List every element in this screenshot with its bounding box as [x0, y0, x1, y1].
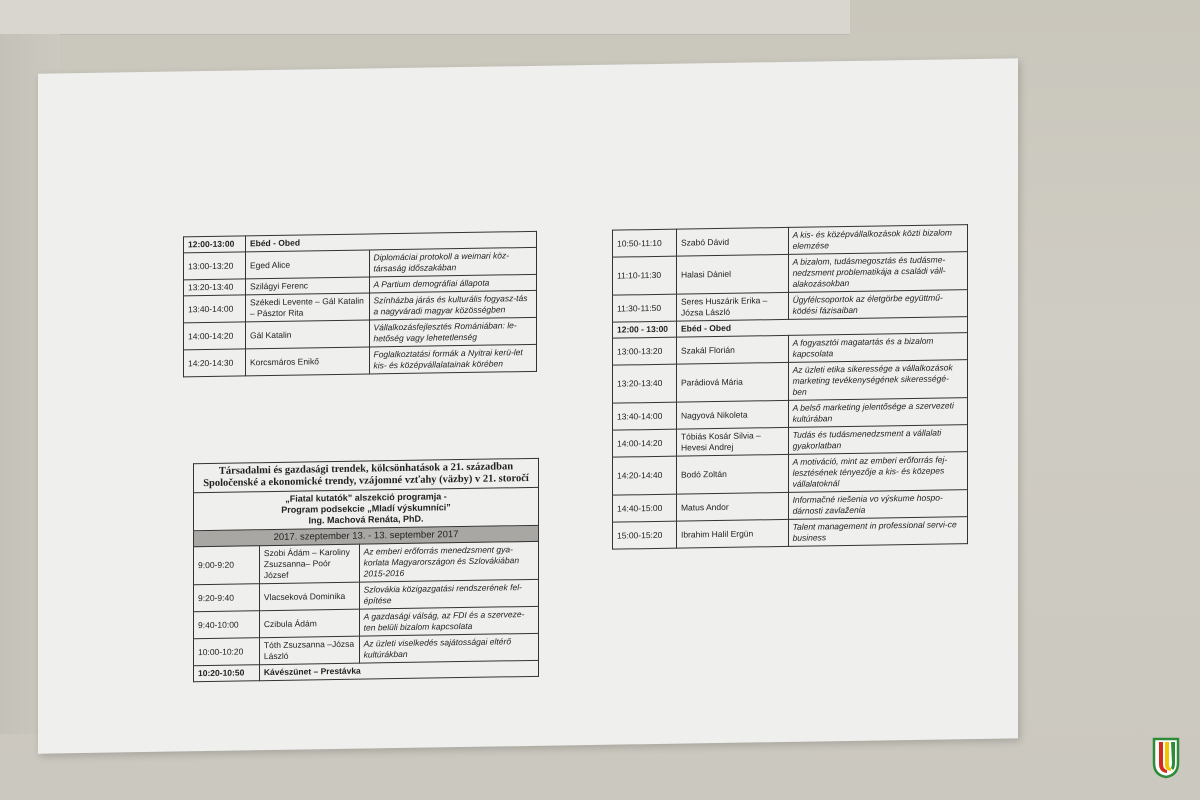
topic-cell: A gazdasági válság, az FDI és a szerveze-ten belüli bizalom kapcsolata: [359, 606, 538, 636]
speaker-cell: Kávészünet – Prestávka: [259, 660, 538, 680]
subsection-line-sk: Program podsekcie „Mladí výskumníci”: [281, 502, 451, 515]
topic-cell: Szlovákia közigazgatási rendszerének fel-építése: [359, 579, 538, 609]
program-sheet: [38, 58, 1018, 753]
subsection-line-hu: „Fiatal kutatók” alszekció programja -: [285, 491, 447, 504]
topic-cell: Ügyfélcsoportok az életgörbe együttmű-ködési fázisaiban: [788, 290, 967, 320]
speaker-cell: Eged Alice: [245, 250, 369, 279]
wall-poster-edge: [0, 0, 850, 35]
topic-cell: A Partium demográfiai állapota: [369, 274, 537, 293]
time-cell: 13:40-14:00: [613, 402, 677, 430]
topic-cell: A belső marketing jelentősége a szervezeti kultúrában: [788, 398, 967, 428]
topic-cell: Az üzleti viselkedés sajátosságai eltérő kultúrákban: [359, 633, 538, 663]
speaker-cell: Nagyová Nikoleta: [676, 400, 788, 429]
speaker-cell: Székedi Levente – Gál Katalin – Pásztor Rita: [245, 293, 369, 322]
speaker-cell: Matus Andor: [676, 492, 788, 521]
time-cell: 10:00-10:20: [194, 638, 260, 666]
topic-cell: Tudás és tudásmenedzsment a vállalati gyakorlatban: [788, 425, 967, 455]
table-title: Társadalmi és gazdasági trendek, kölcsönhatások a 21. században Spoločenské a ekonomické trendy, vzájomné vzťahy (väzby) v 21. storočí: [194, 458, 539, 492]
topic-cell: Talent management in professional servi-ce business: [788, 517, 967, 547]
table-row: [613, 252, 968, 296]
afternoon-schedule-table: [183, 231, 537, 378]
table-row: [184, 344, 537, 377]
topic-cell: Diplomáciai protokoll a weimari köz-társaság időszakában: [369, 247, 537, 277]
speaker-cell: Vlacseková Dominika: [259, 582, 359, 611]
topic-cell: A motiváció, mint az emberi erőforrás fej-lesztésének tényezője a kis- és közepes vállalatoknál: [788, 452, 967, 493]
time-cell: 13:00-13:20: [184, 252, 246, 280]
time-cell: 14:40-15:00: [613, 494, 677, 522]
time-cell: 14:20-14:30: [184, 349, 246, 377]
speaker-cell: Tóbiás Kosár Silvia – Hevesi Andrej: [676, 427, 788, 456]
topic-cell: Az emberi erőforrás menedzsment gya-korlata Magyarországon és Szlovákiában 2015-2016: [359, 541, 538, 582]
table-row: [613, 517, 968, 550]
continued-schedule-table: [612, 224, 968, 550]
session-date: 2017. szeptember 13. - 13. september 2017: [194, 525, 539, 546]
speaker-cell: Ibrahim Halil Ergün: [676, 519, 788, 548]
table-row: [194, 541, 539, 584]
time-cell: 10:20-10:50: [194, 665, 260, 682]
table-row: [613, 360, 968, 404]
chair-name: Ing. Machová Renáta, PhD.: [308, 513, 424, 526]
table-row: [613, 452, 968, 496]
speaker-cell: Czibula Ádám: [259, 609, 359, 638]
speaker-cell: Ebéd - Obed: [245, 231, 536, 252]
speaker-cell: Szabó Dávid: [676, 227, 788, 256]
topic-cell: A bizalom, tudásmegosztás és tudásme-nedzsment problematikája a családi váll-alakozásokban: [788, 252, 967, 293]
subsection-schedule-table: [193, 458, 539, 682]
speaker-cell: Szakál Florián: [676, 335, 788, 364]
time-cell: 13:40-14:00: [184, 295, 246, 323]
speaker-cell: Halasi Dániel: [676, 254, 788, 294]
time-cell: 9:40-10:00: [194, 611, 260, 639]
topic-cell: Színházba járás és kulturális fogyasz-tás a nagyváradi magyar közösségben: [369, 290, 537, 320]
time-cell: 11:10-11:30: [613, 256, 677, 295]
time-cell: 10:50-11:10: [613, 229, 677, 257]
time-cell: 13:00-13:20: [613, 337, 677, 365]
topic-cell: Az üzleti etika sikeressége a vállalkozások marketing tevékenységének sikerességé-ben: [788, 360, 967, 401]
time-cell: 9:00-9:20: [194, 546, 260, 585]
topic-cell: Foglalkoztatási formák a Nyitrai kerü-let kis- és középvállalatainak körében: [369, 344, 537, 374]
speaker-cell: Gál Katalin: [245, 320, 369, 349]
speaker-cell: Seres Huszárik Erika – Józsa László: [676, 292, 788, 321]
speaker-cell: Bodó Zoltán: [676, 454, 788, 494]
time-cell: 14:00-14:20: [184, 322, 246, 350]
topic-cell: Informačné riešenia vo výskume hospo-dárnosti zavlaženia: [788, 490, 967, 520]
speaker-cell: Szilágyi Ferenc: [245, 277, 369, 295]
time-cell: 14:00-14:20: [613, 429, 677, 457]
subsection-heading: [194, 487, 539, 530]
speaker-cell: Ebéd - Obed: [676, 317, 967, 338]
time-cell: 12:00-13:00: [184, 236, 246, 253]
speaker-cell: Tóth Zsuzsanna –Józsa László: [259, 636, 359, 665]
speaker-cell: Korcsmáros Enikő: [245, 347, 369, 376]
time-cell: 14:20-14:40: [613, 456, 677, 495]
time-cell: 12:00 - 13:00: [613, 321, 677, 338]
time-cell: 13:20-13:40: [613, 364, 677, 403]
time-cell: 9:20-9:40: [194, 584, 260, 612]
time-cell: 15:00-15:20: [613, 521, 677, 549]
speaker-cell: Szobi Ádám – Karoliny Zsuzsanna– Poór József: [259, 544, 359, 584]
time-cell: 13:20-13:40: [184, 279, 246, 296]
time-cell: 11:30-11:50: [613, 294, 677, 322]
topic-cell: Vállalkozásfejlesztés Romániában: le-hetőség vagy lehetetlenség: [369, 317, 537, 347]
topic-cell: A kis- és középvállalkozások közti bizalom elemzése: [788, 225, 967, 255]
speaker-cell: Parádiová Mária: [676, 362, 788, 402]
topic-cell: A fogyasztói magatartás és a bizalom kapcsolata: [788, 333, 967, 363]
logo-icon: [1150, 737, 1182, 779]
